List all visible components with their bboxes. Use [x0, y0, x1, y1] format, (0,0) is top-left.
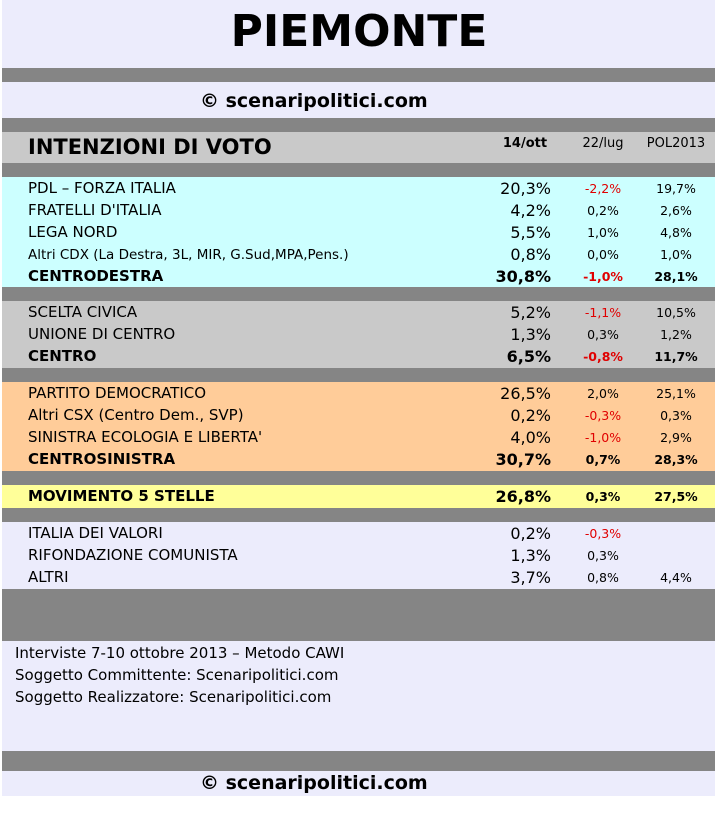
- value-current: 3,7%: [510, 568, 551, 587]
- party-label: RIFONDAZIONE COMUNISTA: [28, 546, 238, 564]
- value-change: -0,3%: [584, 408, 622, 423]
- col-header-previous: 22/lug: [582, 136, 624, 151]
- separator-band: [2, 751, 715, 771]
- value-pol2013: 25,1%: [656, 386, 696, 401]
- party-label: MOVIMENTO 5 STELLE: [28, 487, 215, 505]
- value-pol2013: 1,0%: [660, 247, 692, 262]
- value-change: 0,3%: [585, 489, 621, 504]
- value-change: 0,3%: [587, 327, 619, 342]
- value-pol2013: 0,3%: [660, 408, 692, 423]
- table-row: [0, 345, 718, 367]
- separator-band: [2, 589, 715, 641]
- value-current: 26,8%: [495, 487, 551, 506]
- footer-realizzatore: Soggetto Realizzatore: Scenaripolitici.com: [15, 688, 332, 706]
- table-row: [0, 426, 718, 448]
- table-row: [0, 221, 718, 243]
- separator-band: [2, 118, 715, 132]
- party-label: SINISTRA ECOLOGIA E LIBERTA': [28, 428, 263, 446]
- party-label: ALTRI: [28, 568, 69, 586]
- value-current: 30,8%: [495, 267, 551, 286]
- value-change: -1,1%: [584, 305, 622, 320]
- value-current: 4,2%: [510, 201, 551, 220]
- party-label: UNIONE DI CENTRO: [28, 325, 176, 343]
- party-label: PDL – FORZA ITALIA: [28, 179, 176, 197]
- separator-band: [2, 68, 715, 82]
- table-title: INTENZIONI DI VOTO: [28, 135, 272, 159]
- table-row: [0, 243, 718, 265]
- value-change: 0,7%: [585, 452, 621, 467]
- value-current: 20,3%: [500, 179, 551, 198]
- credit-top: © scenaripolitici.com: [200, 90, 428, 112]
- value-current: 6,5%: [506, 347, 551, 366]
- party-label: LEGA NORD: [28, 223, 118, 241]
- value-pol2013: 2,9%: [660, 430, 692, 445]
- value-pol2013: 28,1%: [654, 269, 698, 284]
- value-change: -1,0%: [584, 430, 622, 445]
- col-header-current: 14/ott: [502, 136, 548, 151]
- table-row: [0, 265, 718, 287]
- party-label: CENTROSINISTRA: [28, 450, 176, 468]
- table-row: [0, 404, 718, 426]
- value-current: 30,7%: [495, 450, 551, 469]
- value-change: 1,0%: [587, 225, 619, 240]
- party-label: ITALIA DEI VALORI: [28, 524, 163, 542]
- value-change: -2,2%: [584, 181, 622, 196]
- value-pol2013: 10,5%: [656, 305, 696, 320]
- value-current: 4,0%: [510, 428, 551, 447]
- table-row: [0, 448, 718, 470]
- value-change: 0,0%: [587, 247, 619, 262]
- value-pol2013: 28,3%: [654, 452, 698, 467]
- value-current: 5,5%: [510, 223, 551, 242]
- page-title: PIEMONTE: [230, 6, 488, 57]
- value-change: 0,2%: [587, 203, 619, 218]
- value-pol2013: 19,7%: [656, 181, 696, 196]
- party-label: CENTRODESTRA: [28, 267, 164, 285]
- table-row: [0, 323, 718, 345]
- value-current: 0,2%: [510, 524, 551, 543]
- separator-band: [2, 471, 715, 485]
- table-row: [0, 522, 718, 544]
- table-row: [0, 544, 718, 566]
- value-pol2013: 27,5%: [654, 489, 698, 504]
- separator-band: [2, 287, 715, 301]
- value-current: 1,3%: [510, 546, 551, 565]
- separator-band: [2, 163, 715, 177]
- footer-method: Interviste 7-10 ottobre 2013 – Metodo CAWI: [15, 644, 345, 662]
- value-change: -0,8%: [583, 349, 623, 364]
- table-row: [0, 199, 718, 221]
- value-current: 0,2%: [510, 406, 551, 425]
- value-current: 26,5%: [500, 384, 551, 403]
- table-row: [0, 485, 718, 507]
- value-pol2013: 4,4%: [660, 570, 692, 585]
- party-label: Altri CSX (Centro Dem., SVP): [28, 406, 244, 424]
- value-change: -1,0%: [583, 269, 623, 284]
- separator-band: [2, 368, 715, 382]
- col-header-pol2013: POL2013: [646, 136, 706, 151]
- value-current: 5,2%: [510, 303, 551, 322]
- credit-bottom: © scenaripolitici.com: [200, 772, 428, 794]
- value-pol2013: 1,2%: [660, 327, 692, 342]
- value-pol2013: 2,6%: [660, 203, 692, 218]
- table-row: [0, 566, 718, 588]
- value-pol2013: 4,8%: [660, 225, 692, 240]
- party-label: PARTITO DEMOCRATICO: [28, 384, 207, 402]
- table-row: [0, 301, 718, 323]
- separator-band: [2, 508, 715, 522]
- value-change: 0,3%: [587, 548, 619, 563]
- party-label: CENTRO: [28, 347, 97, 365]
- party-label: FRATELLI D'ITALIA: [28, 201, 162, 219]
- footer-committente: Soggetto Committente: Scenaripolitici.com: [15, 666, 339, 684]
- party-label: SCELTA CIVICA: [28, 303, 138, 321]
- value-change: -0,3%: [584, 526, 622, 541]
- value-current: 1,3%: [510, 325, 551, 344]
- value-change: 2,0%: [587, 386, 619, 401]
- table-row: [0, 177, 718, 199]
- value-pol2013: 11,7%: [654, 349, 698, 364]
- value-current: 0,8%: [510, 245, 551, 264]
- value-change: 0,8%: [587, 570, 619, 585]
- party-label: Altri CDX (La Destra, 3L, MIR, G.Sud,MPA,Pens.): [28, 247, 349, 263]
- table-row: [0, 382, 718, 404]
